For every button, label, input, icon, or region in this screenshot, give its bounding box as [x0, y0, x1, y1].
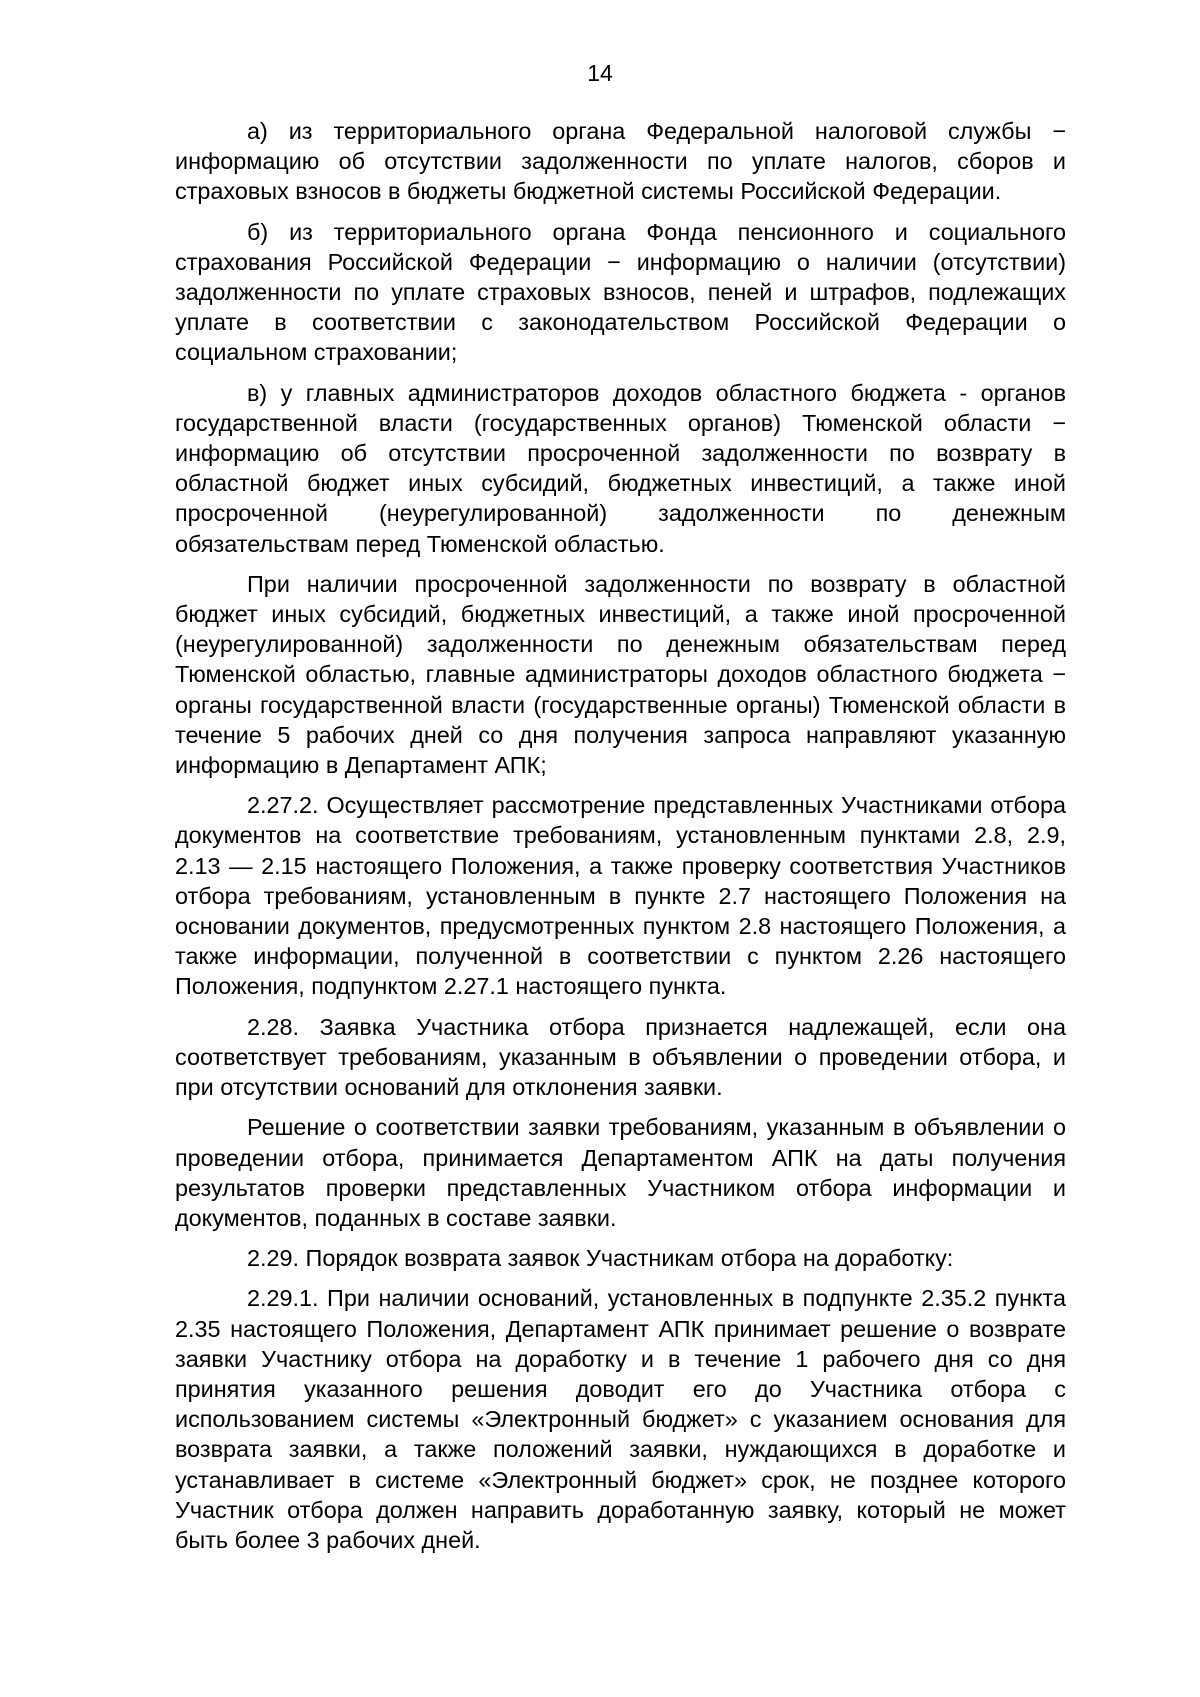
- paragraph-b-pension-fund: б) из территориального органа Фонда пенсионного и социального страхования Российской Федерации − информацию о наличии (отсутствии) задолженности по уплате страховых взносов, пеней и штрафов, подлежащих уплате в соответствии с законодательством Российской Федерации о социальном страховании;: [175, 218, 1066, 366]
- paragraph-overdue-debt: При наличии просроченной задолженности по возврату в областной бюджет иных субсидий, бюджетных инвестиций, а также иной просроченной (неурегулированной) задолженности по денежным обязательствам перед Тюменской областью, главные администраторы доходов областного бюджета − органы государственной власти (государственные органы) Тюменской области в течение 5 рабочих дней со дня получения запроса направляют указанную информацию в Департамент АПК;: [175, 570, 1066, 779]
- document-body: [175, 116, 1066, 1565]
- paragraph-2-27-2: 2.27.2. Осуществляет рассмотрение представленных Участниками отбора документов на соответствие требованиям, установленным пунктами 2.8, 2.9, 2.13 — 2.15 настоящего Положения, а также проверку соответствия Участников отбора требованиям, установленным в пункте 2.7 настоящего Положения на основании документов, предусмотренных пунктом 2.8 настоящего Положения, а также информации, полученной в соответствии с пунктом 2.26 настоящего Положения, подпунктом 2.27.1 настоящего пункта.: [175, 792, 1066, 1000]
- paragraph-a-tax-service: а) из территориального органа Федеральной налоговой службы − информацию об отсутствии задолженности по уплате налогов, сборов и страховых взносов в бюджеты бюджетной системы Российской Федерации.: [175, 118, 1066, 205]
- paragraph-decision: Решение о соответствии заявки требованиям, указанным в объявлении о проведении отбора, принимается Департаментом АПК на даты получения результатов проверки представленных Участником отбора информации и документов, поданных в составе заявки.: [175, 1114, 1066, 1231]
- page-number: 14: [587, 60, 613, 86]
- paragraph-2-29: 2.29. Порядок возврата заявок Участникам отбора на доработку:: [247, 1245, 954, 1272]
- paragraph-2-29-1: 2.29.1. При наличии оснований, установленных в подпункте 2.35.2 пункта 2.35 настоящего Положения, Департамент АПК принимает решение о возврате заявки Участнику отбора на доработку и в течение 1 рабочего дня со дня принятия указанного решения доводит его до Участника отбора с использованием системы «Электронный бюджет» с указанием основания для возврата заявки, а также положений заявки, нуждающихся в доработке и устанавливает в системе «Электронный бюджет» срок, не позднее которого Участник отбора должен направить доработанную заявку, который не может быть более 3 рабочих дней.: [175, 1285, 1066, 1553]
- paragraph-v-revenue-administrators: в) у главных администраторов доходов областного бюджета - органов государственной власти (государственных органов) Тюменской области − информацию об отсутствии просроченной задолженности по возврату в областной бюджет иных субсидий, бюджетных инвестиций, а также иной просроченной (неурегулированной) задолженности по денежным обязательствам перед Тюменской областью.: [175, 379, 1066, 557]
- paragraph-2-28: 2.28. Заявка Участника отбора признается надлежащей, если она соответствует требованиям, указанным в объявлении о проведении отбора, и при отсутствии оснований для отклонения заявки.: [175, 1013, 1066, 1101]
